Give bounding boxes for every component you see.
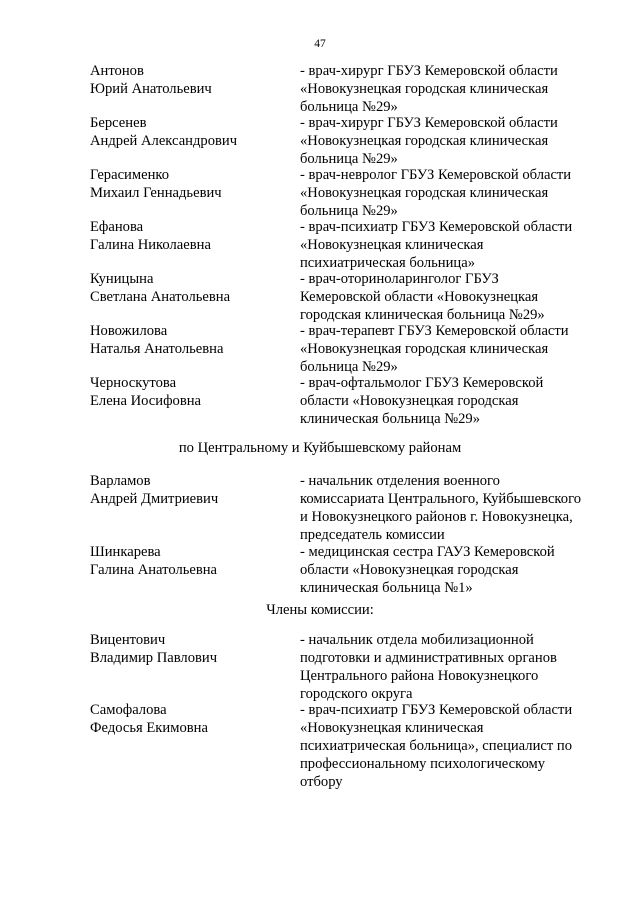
position-line: - врач-офтальмолог ГБУЗ Кемеровской: [300, 375, 544, 391]
position-line: «Новокузнецкая городская клиническая: [300, 185, 549, 201]
position-line: - врач-хирург ГБУЗ Кемеровской области: [300, 63, 558, 79]
surname: Новожилова: [90, 323, 168, 339]
commission-chair-list: [90, 472, 610, 597]
person-name: [90, 218, 300, 270]
surname: Черноскутова: [90, 375, 177, 391]
list-item: [90, 374, 610, 426]
position-line: - врач-оториноларинголог ГБУЗ: [300, 271, 499, 287]
position-line: отбору: [300, 774, 343, 790]
position-line: больница №29»: [300, 151, 398, 167]
person-name: [90, 270, 300, 322]
position-line: - врач-терапевт ГБУЗ Кемеровской области: [300, 323, 569, 339]
person-name: [90, 62, 300, 114]
position-description: [300, 62, 610, 114]
position-description: [300, 322, 610, 374]
position-description: [300, 114, 610, 166]
list-item: [90, 701, 610, 793]
commission-members-list: [90, 631, 610, 793]
given-name: Михаил Геннадьевич: [90, 185, 222, 201]
person-name: [90, 374, 300, 426]
position-line: профессиональному психологическому: [300, 756, 546, 772]
list-item: [90, 543, 610, 597]
position-line: Центрального района Новокузнецкого: [300, 668, 539, 684]
position-description: [300, 374, 610, 426]
person-name: [90, 631, 300, 701]
given-name: Наталья Анатольевна: [90, 341, 224, 357]
position-line: - врач-психиатр ГБУЗ Кемеровской области: [300, 219, 573, 235]
position-line: «Новокузнецкая клиническая: [300, 237, 484, 253]
list-item: [90, 62, 610, 114]
position-line: больница №29»: [300, 359, 398, 375]
position-line: - врач-хирург ГБУЗ Кемеровской области: [300, 115, 558, 131]
position-description: [300, 543, 610, 597]
list-item: [90, 631, 610, 701]
given-name: Федосья Екимовна: [90, 720, 208, 736]
position-line: области «Новокузнецкая городская: [300, 393, 519, 409]
given-name: Светлана Анатольевна: [90, 289, 231, 305]
given-name: Елена Иосифовна: [90, 393, 202, 409]
members-heading: Члены комиссии:: [266, 602, 374, 618]
surname: Куницына: [90, 271, 154, 287]
position-line: «Новокузнецкая клиническая: [300, 720, 484, 736]
given-name: Юрий Анатольевич: [90, 81, 212, 97]
given-name: Владимир Павлович: [90, 650, 218, 666]
position-line: председатель комиссии: [300, 527, 445, 543]
person-name: [90, 114, 300, 166]
list-item: [90, 270, 610, 322]
position-line: городского округа: [300, 686, 413, 702]
surname: Герасименко: [90, 167, 170, 183]
position-description: [300, 631, 610, 701]
position-description: [300, 270, 610, 322]
given-name: Андрей Дмитриевич: [90, 491, 219, 507]
person-name: [90, 322, 300, 374]
position-line: «Новокузнецкая городская клиническая: [300, 341, 549, 357]
district-heading: по Центральному и Куйбышевскому районам: [178, 440, 462, 456]
list-item: [90, 166, 610, 218]
position-line: комиссариата Центрального, Куйбышевского: [300, 491, 581, 507]
surname: Ефанова: [90, 219, 144, 235]
position-line: - врач-невролог ГБУЗ Кемеровской области: [300, 167, 572, 183]
position-line: Кемеровской области «Новокузнецкая: [300, 289, 539, 305]
given-name: Андрей Александрович: [90, 133, 238, 149]
surname: Вицентович: [90, 632, 166, 648]
surname: Антонов: [90, 63, 144, 79]
position-line: психиатрическая больница»: [300, 255, 476, 271]
surname: Берсенев: [90, 115, 147, 131]
position-description: [300, 472, 610, 543]
given-name: Галина Анатольевна: [90, 562, 218, 578]
position-description: [300, 218, 610, 270]
surname: Варламов: [90, 473, 151, 489]
list-item: [90, 322, 610, 374]
position-line: городская клиническая больница №29»: [300, 307, 545, 323]
position-description: [300, 166, 610, 218]
position-line: и Новокузнецкого районов г. Новокузнецка,: [300, 509, 573, 525]
position-line: - медицинская сестра ГАУЗ Кемеровской: [300, 544, 555, 560]
list-item: [90, 472, 610, 543]
position-line: больница №29»: [300, 99, 398, 115]
position-description: [300, 701, 610, 793]
commission-list-main: [90, 62, 610, 426]
surname: Самофалова: [90, 702, 167, 718]
position-line: клиническая больница №29»: [300, 411, 481, 427]
given-name: Галина Николаевна: [90, 237, 211, 253]
position-line: клиническая больница №1»: [300, 580, 473, 596]
position-line: «Новокузнецкая городская клиническая: [300, 133, 549, 149]
person-name: [90, 472, 300, 543]
position-line: - начальник отделения военного: [300, 473, 500, 489]
page-number: 47: [314, 38, 326, 50]
position-line: подготовки и административных органов: [300, 650, 557, 666]
position-line: - врач-психиатр ГБУЗ Кемеровской области: [300, 702, 573, 718]
person-name: [90, 543, 300, 597]
position-line: больница №29»: [300, 203, 398, 219]
position-line: области «Новокузнецкая городская: [300, 562, 519, 578]
person-name: [90, 701, 300, 793]
person-name: [90, 166, 300, 218]
list-item: [90, 114, 610, 166]
position-line: - начальник отдела мобилизационной: [300, 632, 534, 648]
surname: Шинкарева: [90, 544, 161, 560]
list-item: [90, 218, 610, 270]
position-line: «Новокузнецкая городская клиническая: [300, 81, 549, 97]
position-line: психиатрическая больница», специалист по: [300, 738, 572, 754]
